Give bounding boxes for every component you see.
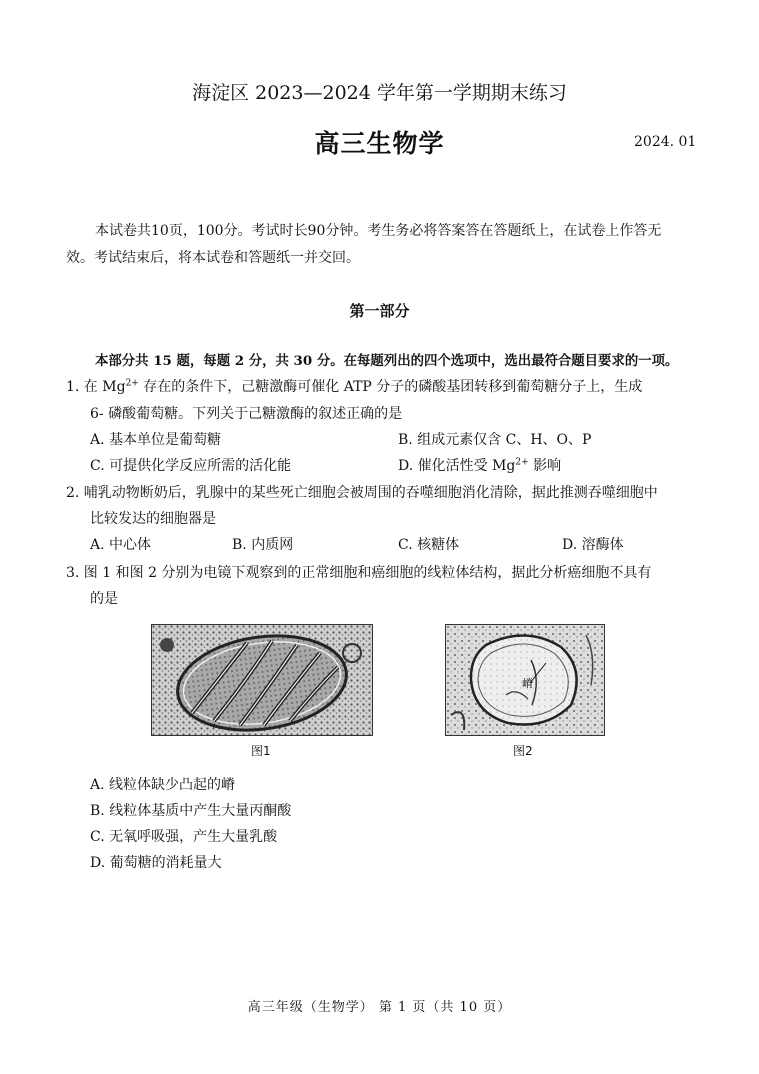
q2-stem-line-2: 比较发达的细胞器是 [90,511,216,527]
q3-option-d: D. 葡萄糖的消耗量大 [90,855,222,871]
figure-2-crista-label: 嵴 [522,677,533,690]
q1-stem-line-1: 1. 在 $Mg^{2+}$ 存在的条件下，己糖激酶可催化 ATP 分子的磷酸基团转移到葡萄糖分子上，生成 [66,378,643,395]
q1-stem-line-2: 6- 磷酸葡萄糖。下列关于己糖激酶的叙述正确的是 [90,406,403,422]
q1-option-d: D. 催化活性受 $Mg^{2+}$ 影响 [398,457,562,474]
q3-stem-line-2: 的是 [90,591,118,607]
instructions-line-1: 本试卷共10页，100分。考试时长90分钟。考生务必将答案答在答题纸上，在试卷上作答无 [95,223,662,239]
exam-title: 海淀区 2023—2024 学年第一学期期末练习 [192,82,567,104]
q3-stem-line-1: 3. 图 1 和图 2 分别为电镜下观察到的正常细胞和癌细胞的线粒体结构，据此分析癌细胞不具有 [66,565,652,581]
figure-1-mitochondrion-image [151,624,373,736]
q3-option-b: B. 线粒体基质中产生大量丙酮酸 [90,803,292,819]
q1-option-a: A. 基本单位是葡萄糖 [90,432,222,448]
subject-title: 高三生物学 [314,129,445,158]
part-heading: 第一部分 [349,302,410,320]
part-intro: 本部分共 15 题，每题 2 分，共 30 分。在每题列出的四个选项中，选出最符合题目要求的一项。 [95,353,679,369]
q2-option-b: B. 内质网 [232,537,294,553]
exam-date: 2024. 01 [634,134,697,150]
q2-option-a: A. 中心体 [90,537,152,553]
q3-option-a: A. 线粒体缺少凸起的嵴 [90,777,236,793]
q3-option-c: C. 无氧呼吸强，产生大量乳酸 [90,829,278,845]
q2-option-c: C. 核糖体 [398,537,460,553]
q1-option-c: C. 可提供化学反应所需的活化能 [90,458,292,474]
figure-1-caption: 图1 [251,744,271,758]
q1-option-b: B. 组成元素仅含 C、H、O、P [398,432,592,448]
figure-2-mitochondrion-image [445,624,605,736]
q2-option-d: D. 溶酶体 [562,537,624,553]
q2-stem-line-1: 2. 哺乳动物断奶后，乳腺中的某些死亡细胞会被周围的吞噬细胞消化清除，据此推测吞噬细胞中 [66,485,658,501]
page-footer: 高三年级（生物学） 第 1 页（共 10 页） [247,1000,512,1015]
instructions-line-2: 效。考试结束后，将本试卷和答题纸一并交回。 [66,250,360,266]
figure-2-caption: 图2 [513,744,533,758]
